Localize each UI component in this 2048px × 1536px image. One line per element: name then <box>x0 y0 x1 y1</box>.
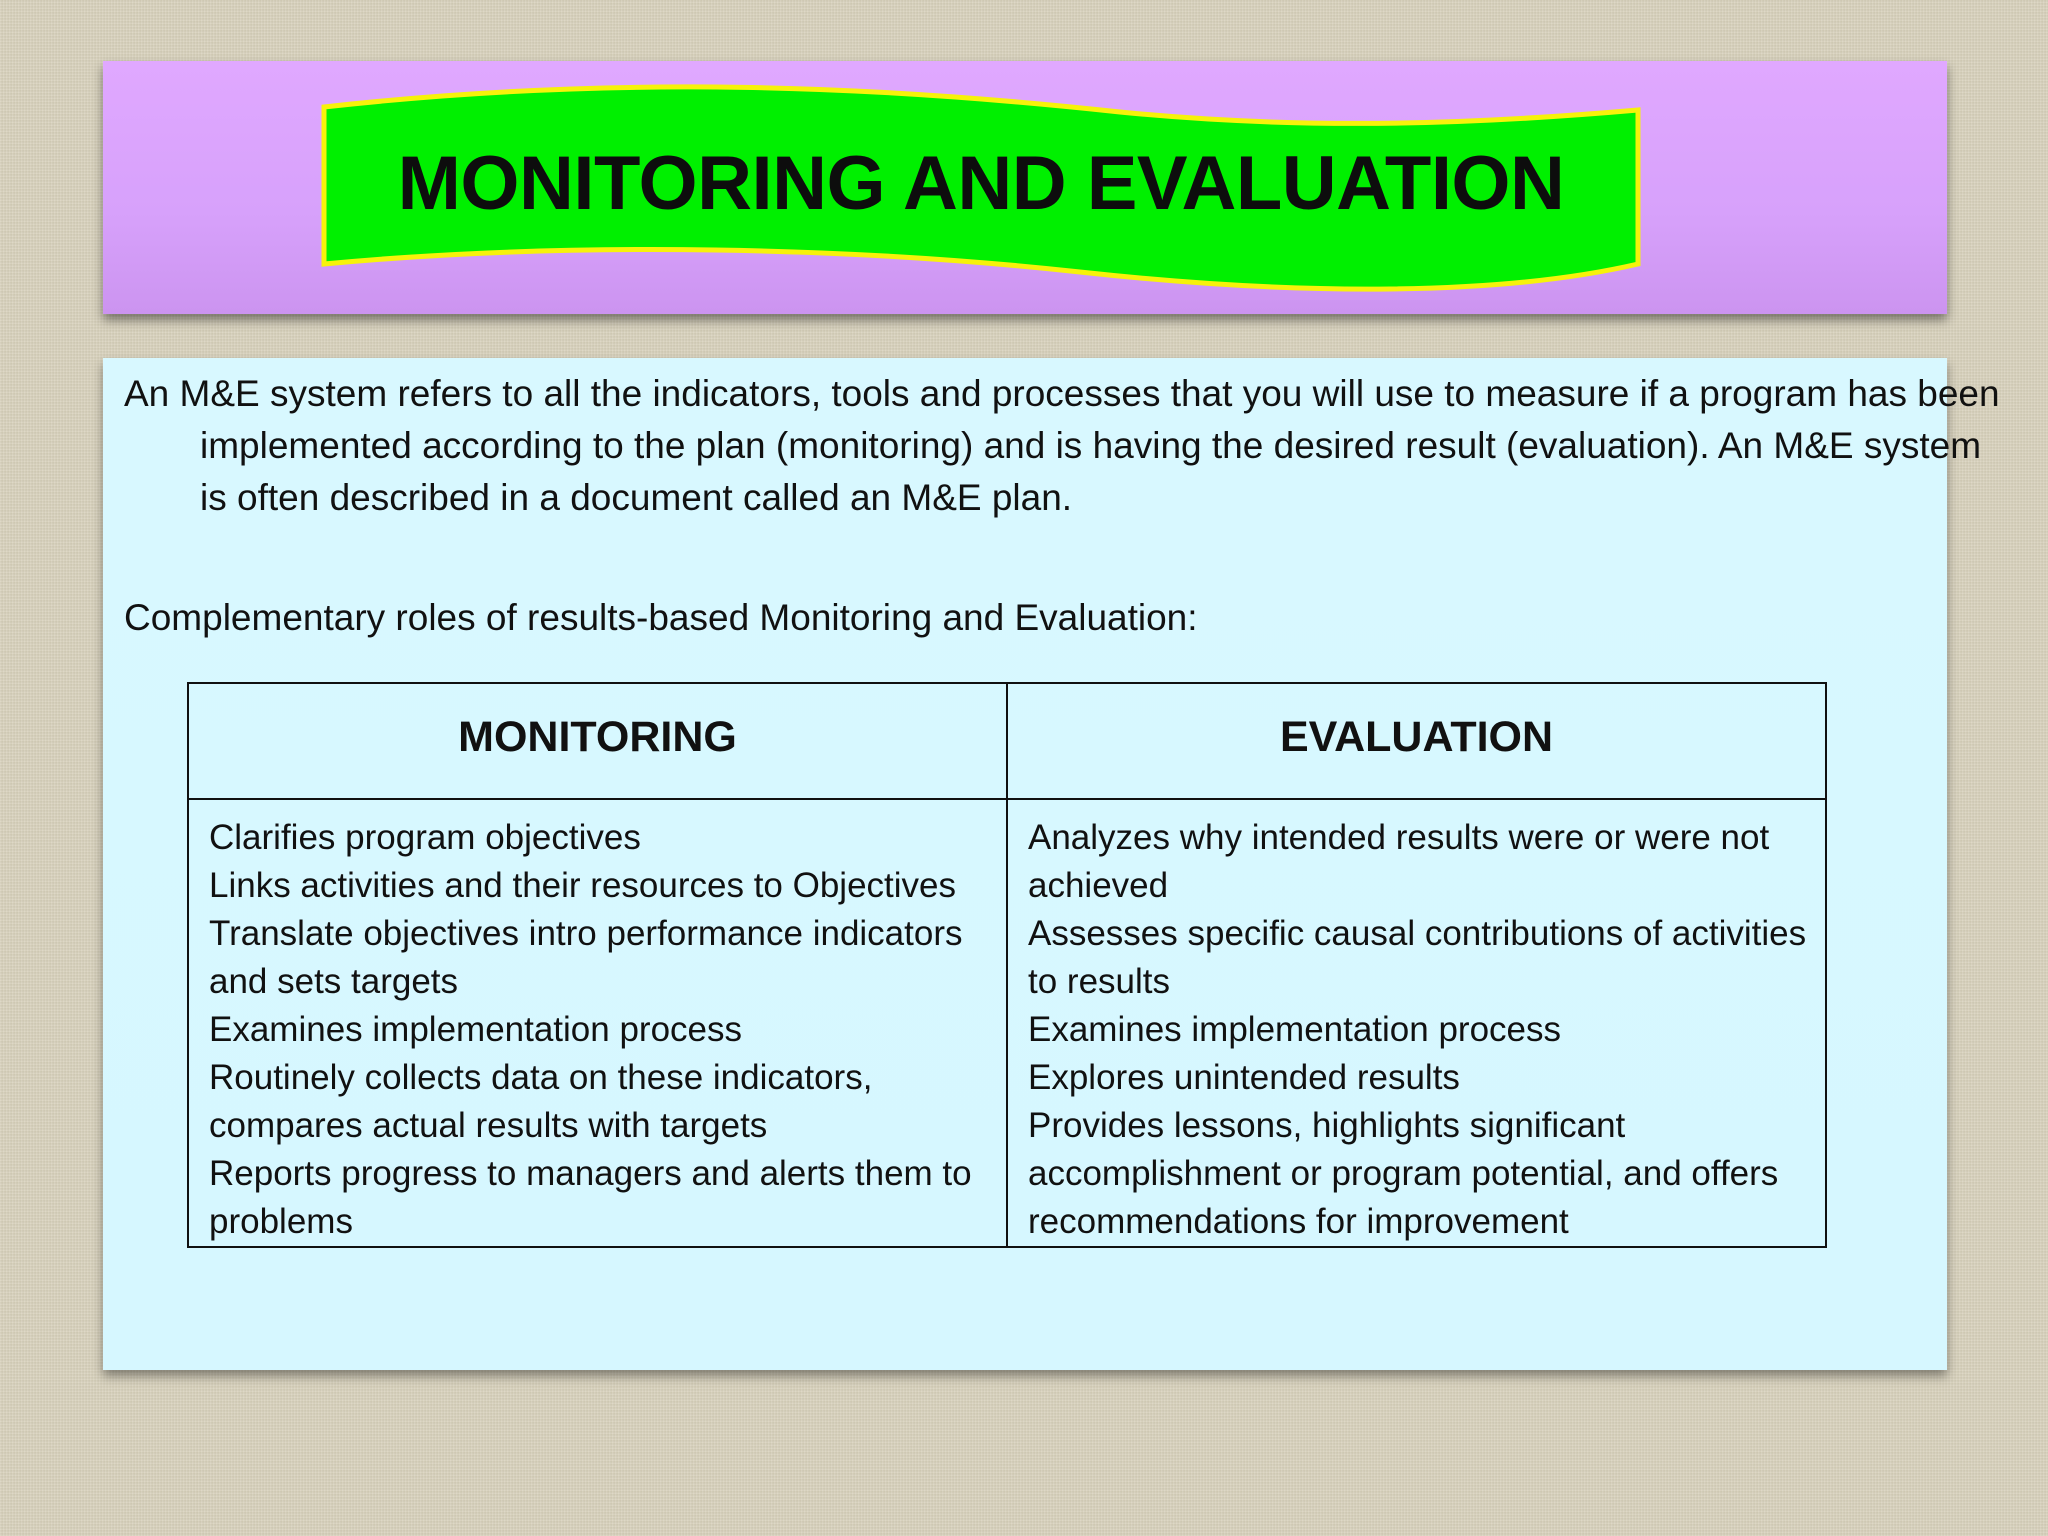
monitoring-item: Examines implementation process <box>209 1010 743 1049</box>
monitoring-item: Links activities and their resources to Objectives <box>209 866 956 905</box>
evaluation-item: Analyzes why intended results were or were not achieved <box>1028 818 1770 905</box>
evaluation-column-header: EVALUATION <box>1007 683 1826 799</box>
evaluation-item: Provides lessons, highlights significant accomplishment or program potential, and offers recommendations for improvement <box>1028 1106 1779 1241</box>
content-panel <box>103 358 2000 1370</box>
monitoring-item: Routinely collects data on these indicators, compares actual results with targets <box>209 1058 873 1145</box>
roles-table <box>187 682 1827 1248</box>
table-row <box>188 799 1826 1247</box>
monitoring-item: Clarifies program objectives <box>209 818 641 857</box>
roles-heading: Complementary roles of results-based Monitoring and Evaluation: <box>124 597 1198 638</box>
title-banner <box>320 82 1642 294</box>
monitoring-item: Reports progress to managers and alerts them to problems <box>209 1154 972 1241</box>
monitoring-cell <box>188 799 1007 1247</box>
intro-paragraph: An M&E system refers to all the indicators, tools and processes that you will use to measure if a program has been implemented according to the plan (monitoring) and is having the desired result (evaluation). An M&E system is often described in a document called an M&E plan. <box>124 373 2000 518</box>
evaluation-item: Explores unintended results <box>1028 1058 1460 1097</box>
table-header-row <box>188 683 1826 799</box>
slide-title: MONITORING AND EVALUATION <box>397 141 1565 226</box>
evaluation-item: Examines implementation process <box>1028 1010 1562 1049</box>
monitoring-item: Translate objectives intro performance indicators and sets targets <box>209 914 963 1001</box>
evaluation-item: Assesses specific causal contributions of activities to results <box>1028 914 1807 1001</box>
monitoring-column-header: MONITORING <box>188 683 1007 799</box>
evaluation-cell <box>1007 799 1826 1247</box>
